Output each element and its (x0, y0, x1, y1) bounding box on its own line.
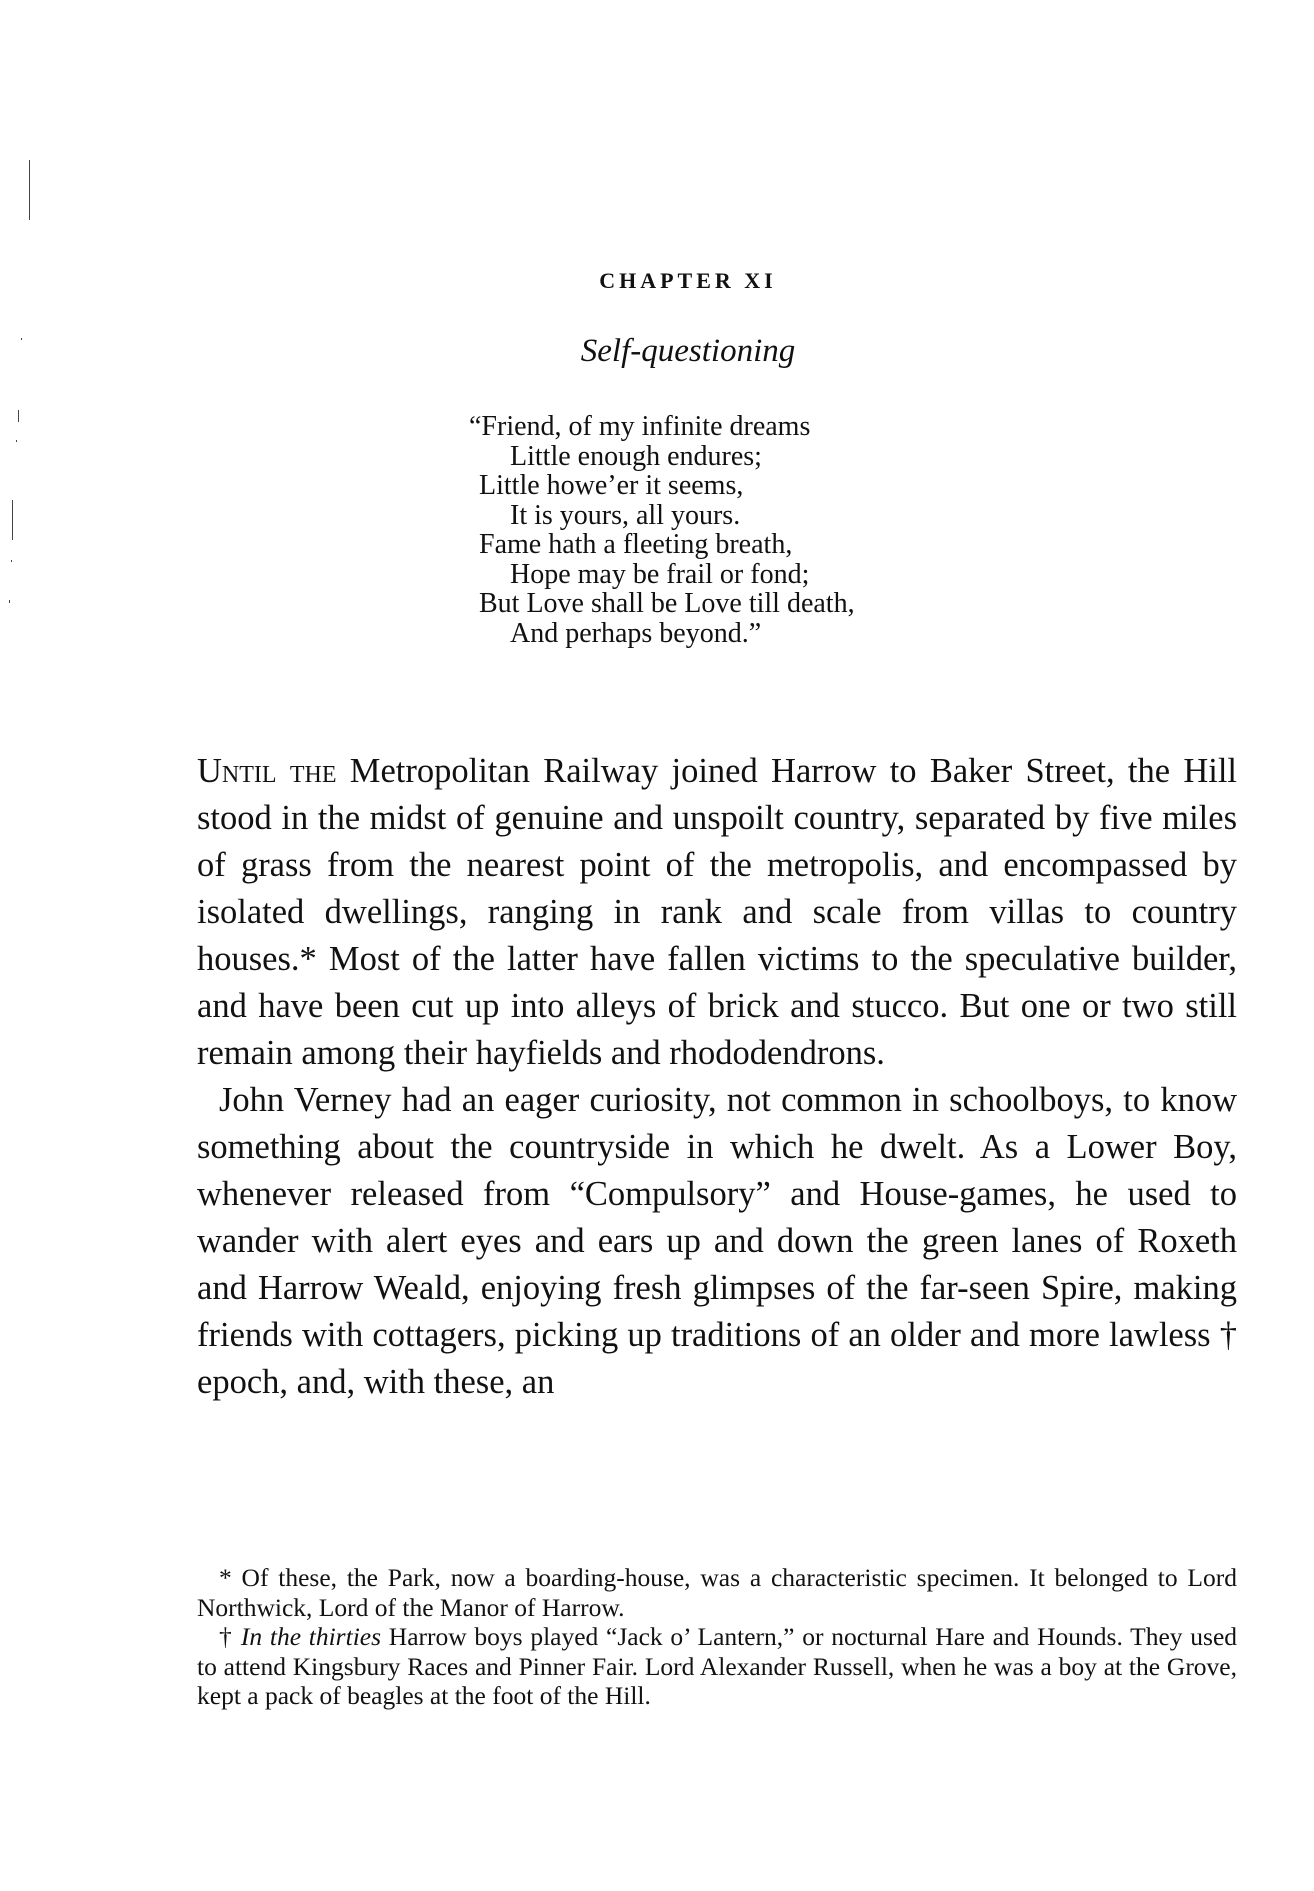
scan-artifact (12, 500, 13, 540)
scan-artifact (29, 160, 30, 220)
epigraph-line: Hope may be frail or fond; (510, 558, 810, 590)
body-text (197, 748, 1237, 1406)
epigraph-line: And perhaps beyond.” (510, 617, 762, 649)
epigraph-line: Little enough endures; (510, 440, 762, 472)
chapter-title: Self-questioning (580, 333, 796, 369)
footnote-2-italic: In the thirties (240, 1622, 382, 1651)
paragraph-1-text: Metropolitan Railway joined Harrow to Baker Street, the Hill stood in the midst of genuine and unspoilt country, separated by five miles of grass from the nearest point of the metropolis, and encompassed by isolated dwellings, ranging in rank and scale from villas to country houses.* Most of the latter have fallen victims to the speculative builder, and have been cut up into alleys of brick and stucco. But one or two still remain among their hayfields and rhododendrons. (197, 752, 1237, 1072)
scan-artifact (11, 560, 12, 562)
footnotes (197, 1563, 1237, 1711)
chapter-number: CHAPTER XI (599, 268, 777, 293)
footnote-2-text: Harrow boys played “Jack o’ Lantern,” or nocturnal Hare and Hounds. They used to attend Kingsbury Races and Pinner Fair. Lord Alexander Russell, when he was a boy at the Grove, kept a pack of beagles at the foot of the Hill. (197, 1622, 1238, 1710)
scan-artifact (18, 410, 19, 422)
epigraph-line: Little howe’er it seems, (479, 470, 744, 501)
dagger-mark: † (219, 1622, 241, 1651)
paragraph-1 (197, 748, 1237, 1077)
paragraph-2: John Verney had an eager curiosity, not common in schoolboys, to know something about the countryside in which he dwelt. As a Lower Boy, whenever released from “Compulsory” and House-games, he used to wander with alert eyes and ears up and down the green lanes of Roxeth and Harrow Weald, enjoying fresh glimpses of the far-seen Spire, making friends with cottagers, picking up traditions of an older and more lawless † epoch, and, with these, an (197, 1081, 1237, 1401)
epigraph-line: Fame hath a fleeting breath, (479, 529, 793, 560)
epigraph-line: “Friend, of my infinite dreams (469, 411, 811, 442)
scan-artifact (9, 600, 10, 603)
epigraph-line: It is yours, all yours. (510, 499, 741, 531)
opening-smallcaps: Until the (197, 752, 337, 790)
epigraph-line: But Love shall be Love till death, (479, 588, 855, 619)
footnote-2 (197, 1622, 1237, 1711)
scan-artifact (16, 440, 17, 442)
footnote-1: * Of these, the Park, now a boarding-house, was a characteristic specimen. It belonged to Lord Northwick, Lord of the Manor of Harrow. (197, 1563, 1237, 1622)
epigraph (469, 411, 855, 649)
